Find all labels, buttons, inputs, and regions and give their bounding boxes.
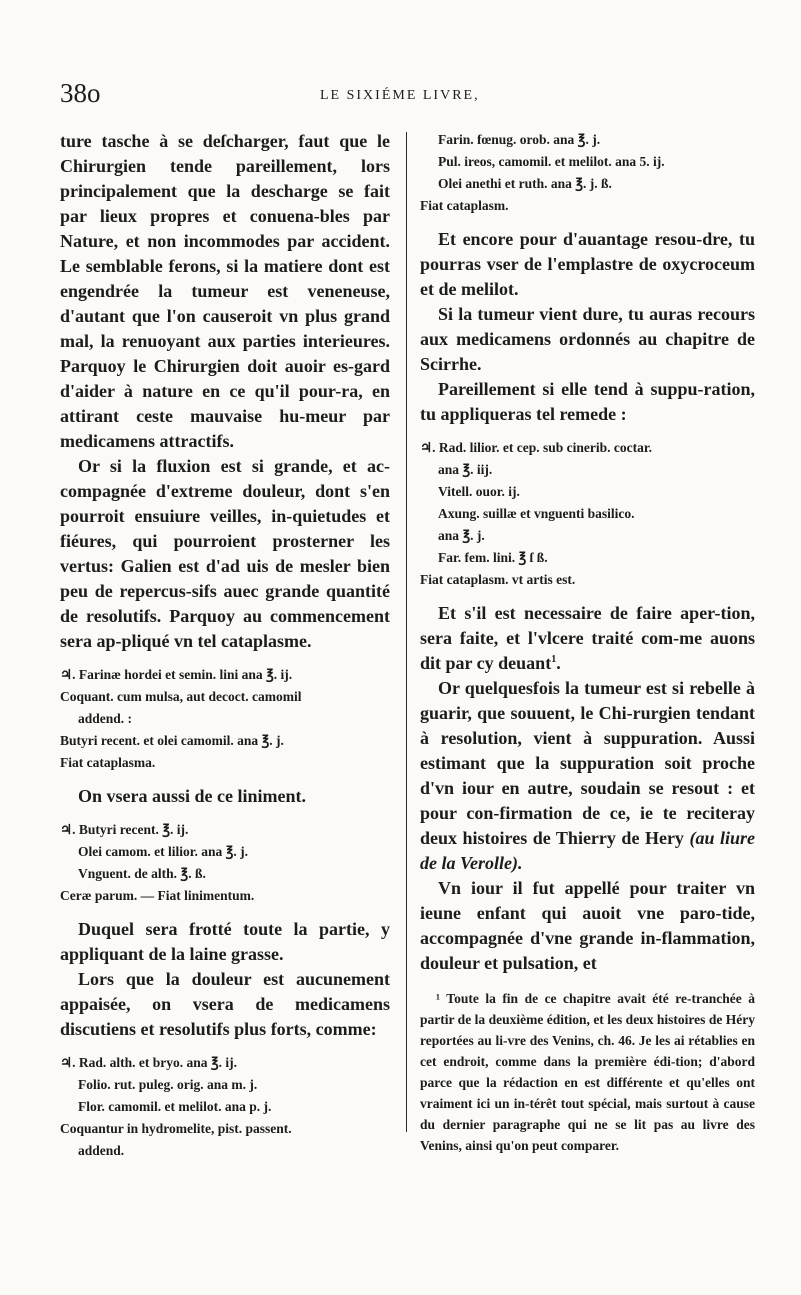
recipe-line: Ceræ parum. — Fiat linimentum. <box>60 888 255 903</box>
paragraph: Lors que la douleur est aucunement appaisée, on vsera de medicamens discutiens et resolutifs plus forts, comme: <box>60 969 390 1039</box>
left-column <box>60 129 390 1172</box>
recipe-line: Far. fem. lini. ℥ ſ ß. <box>438 550 548 565</box>
column-divider <box>406 132 407 1132</box>
right-column <box>420 129 755 1156</box>
paragraph-text: Et s'il est necessaire de faire aper-tion, sera faite, et l'vlcere traité com-me auons dit par cy deuant <box>420 603 755 673</box>
recipe-block <box>60 819 390 907</box>
paragraph: Si la tumeur vient dure, tu auras recours aux medicamens ordonnés au chapitre de Scirrhe. <box>420 304 755 374</box>
recipe-line: ♃. Rad. lilior. et cep. sub cinerib. coctar. <box>420 440 652 455</box>
paragraph: Pareillement si elle tend à suppu-ration, tu appliqueras tel remede : <box>420 379 755 424</box>
recipe-line: ♃. Rad. alth. et bryo. ana ℥. ij. <box>60 1055 238 1070</box>
recipe-line: Fiat cataplasm. vt artis est. <box>420 572 576 587</box>
recipe-block <box>420 437 755 591</box>
paragraph: Vn iour il fut appellé pour traiter vn ieune enfant qui auoit vne paro-tide, accompagnée d'vne grande in-flammation, douleur et pulsation, et <box>420 878 755 973</box>
italic-reference: (au liure de la Verolle). <box>420 828 756 873</box>
recipe-line: Vnguent. de alth. ℥. ß. <box>78 866 206 881</box>
recipe-line: Flor. camomil. et melilot. ana p. j. <box>78 1099 272 1114</box>
paragraph: On vsera aussi de ce liniment. <box>78 786 306 806</box>
paragraph-text: Or quelquesfois la tumeur est si rebelle à guarir, que souuent, le Chi-rurgien tendant à resolution, vient à suppuration. Aussi estimant que la suppuration soit proche d'vn iour en autre, soudain se resout : et pour con-firmation de ce, ie te reciteray deux histoires de Thierry de Hery <box>420 678 755 848</box>
paragraph: ture tasche à se deſcharger, faut que le Chirurgien tende pareillement, lors principalement que la descharge se fait par lieux propres et conuena-bles par Nature, et non incommodes par accident. Le semblable ferons, si la matiere dont est engendrée la tumeur est veneneuse, d'autant que l'on causeroit vn plus grand mal, la renuoyant aux parties interieures. Parquoy le Chirurgien doit auoir es-gard d'aider à nature en ce qu'il pour-ra, en attirant ceste mauvaise hu-meur par medicamens attractifs. <box>60 131 390 451</box>
recipe-line: ana ℥. j. <box>438 528 485 543</box>
paragraph: Or si la fluxion est si grande, et ac-compagnée d'extreme douleur, dont s'en pourroit ensuiure veilles, in-quietudes et fiéures, qui pourroient prosterner les vertus: Galien est d'ad uis de mesler bien peu de repercus-sifs auec grande quantité de resolutifs. Parquoy au commencement sera ap-pliqué vn tel cataplasme. <box>60 456 390 651</box>
recipe-line: Fiat cataplasm. <box>420 198 509 213</box>
footnote: ¹ Toute la fin de ce chapitre avait été re-tranchée à partir de la deuxième édition, et les deux histoires de Héry reportées au li-vre des Venins, ch. 46. Je les ai rétablies en cet endroit, comme dans la première édi-tion; d'abord parce que la rédaction en est différente et qu'elles ont vraiment ici un in-térêt tout spécial, mais surtout à cause du dernier paragraphe qui ne se lit pas au livre des Venins, ainsi qu'on peut comparer. <box>420 991 755 1153</box>
recipe-line: Vitell. ouor. ij. <box>438 484 520 499</box>
recipe-line: Pul. ireos, camomil. et melilot. ana 5. ij. <box>438 154 665 169</box>
recipe-line: Folio. rut. puleg. orig. ana m. j. <box>78 1077 258 1092</box>
recipe-line: Fiat cataplasma. <box>60 755 156 770</box>
running-head: LE SIXIÉME LIVRE, <box>320 88 480 103</box>
recipe-line: Farin. fœnug. orob. ana ℥. j. <box>438 132 601 147</box>
page-number: 38o <box>60 78 101 108</box>
footnote-marker: 1 <box>551 654 557 665</box>
recipe-block <box>60 1052 390 1162</box>
paragraph: Duquel sera frotté toute la partie, y appliquant de la laine grasse. <box>60 919 390 964</box>
recipe-block <box>420 129 755 217</box>
recipe-line: addend. <box>78 1143 125 1158</box>
recipe-block <box>60 664 390 774</box>
recipe-line: Coquant. cum mulsa, aut decoct. camomil <box>60 689 302 704</box>
recipe-line: ♃. Butyri recent. ℥. ij. <box>60 822 189 837</box>
recipe-line: Coquantur in hydromelite, pist. passent. <box>60 1121 292 1136</box>
recipe-line: Olei camom. et lilior. ana ℥. j. <box>78 844 249 859</box>
recipe-line: Axung. suillæ et vnguenti basilico. <box>438 506 635 521</box>
recipe-line: Olei anethi et ruth. ana ℥. j. ß. <box>438 176 612 191</box>
recipe-line: addend. : <box>78 711 133 726</box>
page-header <box>60 78 750 110</box>
recipe-line: ♃. Farinæ hordei et semin. lini ana ℥. ij. <box>60 667 293 682</box>
paragraph: Et encore pour d'auantage resou-dre, tu pourras vser de l'emplastre de oxycroceum et de melilot. <box>420 229 755 299</box>
recipe-line: ana ℥. iij. <box>438 462 493 477</box>
paragraph-end: . <box>556 653 561 673</box>
recipe-line: Butyri recent. et olei camomil. ana ℥. j. <box>60 733 284 748</box>
paragraph <box>420 601 755 676</box>
paragraph <box>420 676 755 876</box>
